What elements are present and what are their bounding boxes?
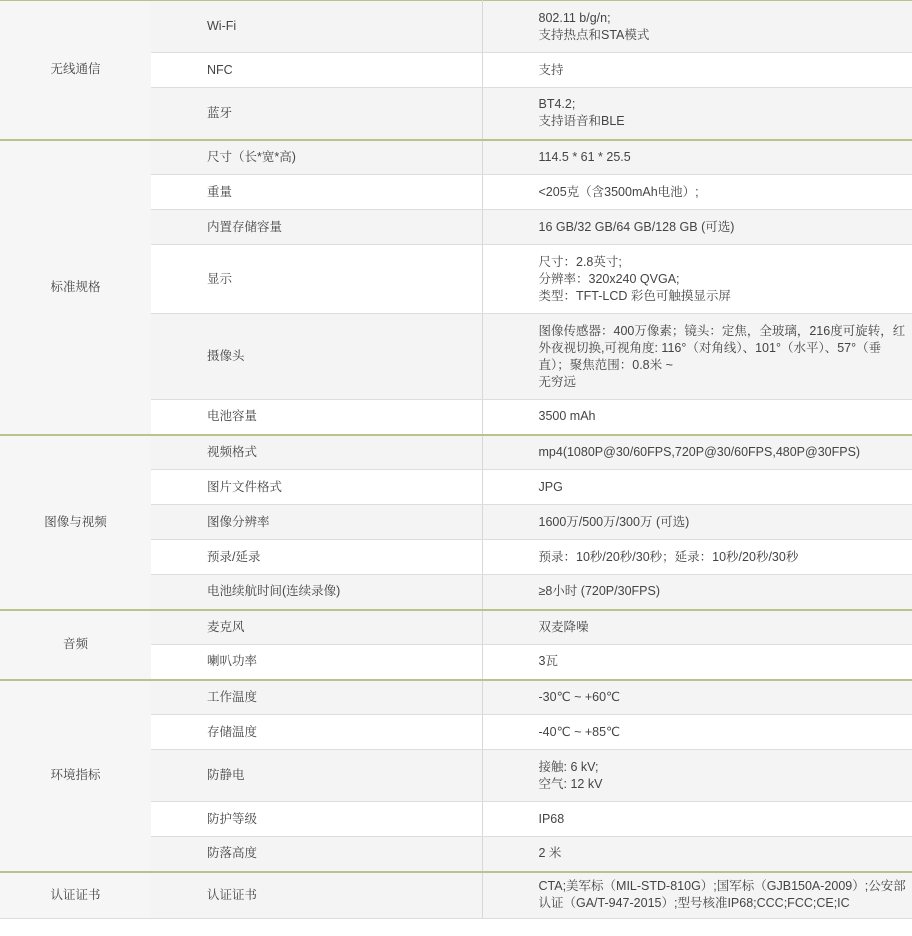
spec-name: 喇叭功率	[151, 645, 482, 680]
spec-name: NFC	[151, 53, 482, 88]
group-label: 标准规格	[0, 140, 151, 435]
spec-value	[482, 575, 912, 610]
spec-value	[482, 245, 912, 314]
spec-name: 电池续航时间(连续录像)	[151, 575, 482, 610]
spec-value	[482, 872, 912, 919]
spec-name: 视频格式	[151, 435, 482, 470]
spec-value-line: 接触: 6 kV;	[538, 759, 599, 774]
spec-value	[482, 314, 912, 400]
spec-value	[482, 645, 912, 680]
spec-name: 图像分辨率	[151, 505, 482, 540]
spec-row	[0, 435, 912, 470]
spec-value-line: -30℃ ~ +60℃	[538, 689, 621, 704]
spec-value-line: 尺寸：2.8英寸;	[538, 254, 622, 269]
spec-value	[482, 435, 912, 470]
spec-row	[0, 140, 912, 175]
spec-value-line: mp4(1080P@30/60FPS,720P@30/60FPS,480P@30FPS)	[538, 444, 861, 459]
spec-name: 内置存储容量	[151, 210, 482, 245]
spec-value	[482, 400, 912, 435]
spec-value-line: 空气: 12 kV	[538, 776, 603, 791]
spec-name: 防静电	[151, 750, 482, 802]
spec-name: 麦克风	[151, 610, 482, 645]
spec-value	[482, 88, 912, 140]
spec-value-line: 114.5 * 61 * 25.5	[538, 149, 631, 164]
spec-value-line: BT4.2;	[538, 97, 576, 112]
spec-value-line: <205克（含3500mAh电池）;	[538, 184, 699, 199]
spec-value-line: IP68	[538, 811, 565, 826]
spec-value-line: 支持热点和STA模式	[538, 27, 650, 42]
spec-value-line: 图像传感器：400万像素；镜头：定焦，全玻璃，216度可旋转，红外夜视切换,可视角度: 116°（对角线）、101°（水平）、57°（垂直）；聚焦范围：0.8米 ~	[538, 323, 906, 372]
spec-name: 重量	[151, 175, 482, 210]
spec-value-line: 3500 mAh	[538, 409, 596, 424]
spec-value-line: 2 米	[538, 846, 562, 861]
spec-name: 防护等级	[151, 802, 482, 837]
spec-value	[482, 470, 912, 505]
spec-value-line: 无穷远	[538, 374, 577, 389]
spec-value-line: JPG	[538, 479, 563, 494]
spec-value-line: 支持语音和BLE	[538, 114, 625, 129]
spec-name: 认证证书	[151, 872, 482, 919]
spec-value	[482, 750, 912, 802]
spec-value	[482, 505, 912, 540]
spec-value	[482, 1, 912, 53]
spec-value-line: 分辨率：320x240 QVGA;	[538, 271, 680, 286]
spec-value	[482, 837, 912, 872]
group-label: 图像与视频	[0, 435, 151, 610]
spec-value-line: 16 GB/32 GB/64 GB/128 GB (可选)	[538, 219, 735, 234]
spec-name: 电池容量	[151, 400, 482, 435]
spec-value	[482, 802, 912, 837]
spec-value	[482, 53, 912, 88]
spec-value-line: 1600万/500万/300万 (可选)	[538, 514, 690, 529]
group-label: 无线通信	[0, 1, 151, 140]
spec-name: 摄像头	[151, 314, 482, 400]
spec-value	[482, 715, 912, 750]
spec-value-line: 预录：10秒/20秒/30秒；延录：10秒/20秒/30秒	[538, 549, 799, 564]
spec-table-body	[0, 1, 912, 919]
spec-name: 显示	[151, 245, 482, 314]
spec-value-line: CTA;美军标（MIL-STD-810G）;国军标（GJB150A-2009）;公安部认证（GA/T-947-2015）;型号核准IP68;CCC;FCC;CE;IC	[538, 879, 906, 911]
spec-name: 蓝牙	[151, 88, 482, 140]
group-label: 环境指标	[0, 680, 151, 872]
spec-value	[482, 540, 912, 575]
spec-value	[482, 610, 912, 645]
spec-row	[0, 680, 912, 715]
spec-name: 图片文件格式	[151, 470, 482, 505]
spec-value	[482, 175, 912, 210]
spec-value-line: 支持	[538, 62, 564, 77]
spec-value	[482, 680, 912, 715]
spec-name: Wi-Fi	[151, 1, 482, 53]
spec-value-line: 802.11 b/g/n;	[538, 10, 611, 25]
spec-name: 工作温度	[151, 680, 482, 715]
spec-row	[0, 872, 912, 919]
spec-value-line: -40℃ ~ +85℃	[538, 724, 621, 739]
spec-value	[482, 210, 912, 245]
spec-value-line: 3瓦	[538, 654, 558, 669]
spec-name: 存储温度	[151, 715, 482, 750]
spec-name: 预录/延录	[151, 540, 482, 575]
group-label: 音频	[0, 610, 151, 680]
spec-name: 尺寸（长*宽*高)	[151, 140, 482, 175]
group-label: 认证证书	[0, 872, 151, 919]
spec-value-line: 双麦降噪	[538, 619, 589, 634]
spec-row	[0, 1, 912, 53]
spec-value-line: 类型：TFT-LCD 彩色可触摸显示屏	[538, 288, 731, 303]
spec-name: 防落高度	[151, 837, 482, 872]
spec-row	[0, 610, 912, 645]
spec-value-line: ≥8小时 (720P/30FPS)	[538, 584, 660, 599]
spec-value	[482, 140, 912, 175]
